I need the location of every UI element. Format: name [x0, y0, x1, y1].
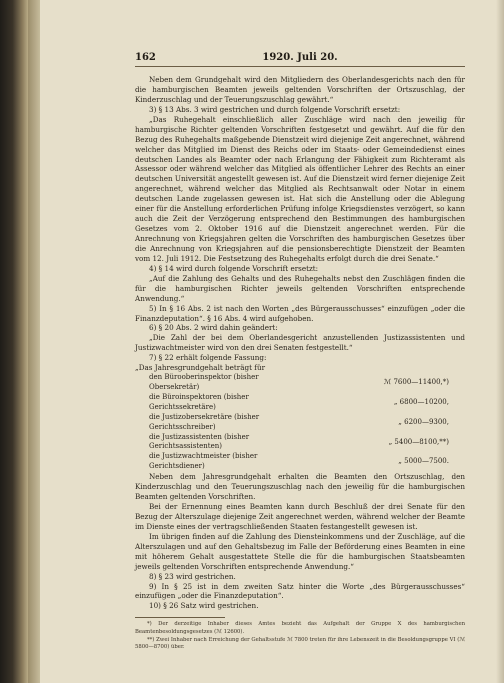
paragraph: „Die Zahl der bei dem Oberlandesgericht anzustellenden Justizassistenten und Justizwachtmeister wird von den drei Senaten festgestellt.“ [135, 333, 465, 353]
footnote-separator [135, 617, 225, 618]
table-row [149, 452, 449, 472]
book-spine [0, 0, 28, 683]
paragraph: Im übrigen finden auf die Zahlung des Diensteinkommens und der Zuschläge, auf die Alterszulagen und auf den Gehaltsbezug im Falle der Beförderung eines Beamten in eine mit höherem Gehalt ausgestattete Stelle die für die hamburgischen Staatsbeamten jeweils geltenden Vorschriften entsprechende Anwendung.“ [135, 531, 465, 571]
footnote: *) Der derzeitige Inhaber dieses Amtes bezieht das Aufgehalt der Gruppe X des hamburgischen Beamtenbesoldungsgesetzes (ℳ 12600). [135, 621, 465, 635]
footnote: **) Zwei Inhaber nach Erreichung der Gehaltsstufe ℳ 7800 treten für ihre Lebenszeit in die Besoldungsgruppe VI (ℳ 5800—8700) über. [135, 636, 465, 651]
header-rule [135, 66, 465, 67]
paragraph: 8) § 23 wird gestrichen. [149, 571, 236, 581]
paragraph: 6) § 20 Abs. 2 wird dahin geändert: [149, 323, 278, 333]
paragraph: „Das Ruhegehalt einschließlich aller Zuschläge wird nach den jeweilig für hamburgische Richter geltenden Vorschriften festgesetzt und gewährt. Auf die für den Bezug des Ruhegehalts maßgebende Dienstzeit wird diejenige Zeit angerechnet, während welcher das Mitglied im Dienst des Reichs oder im Staats- oder Gemeindedienst eines deutschen Landes als Beamter oder nach Erlangung der Fähigkeit zum Richteramt als Assessor oder während welcher das Mitglied als öffentlicher Lehrer des Rechts an einer deutschen Universität angestellt gewesen ist. Auf die Dienstzeit wird ferner diejenige Zeit angerechnet, während welcher das Mitglied als Rechtsanwalt oder Notar in einem deutschen Lande zugelassen gewesen ist. Hat sich die Anstellung oder die Ablegung einer für die Anstellung erforderlichen Prüfung infolge Kriegsdienstes verzögert, so kann auch die Zeit der Verzögerung entsprechend den Bestimmungen des hamburgischen Gesetzes vom 2. Oktober 1916 auf die Dienstzeit angerechnet werden. Für die Anrechnung von Kriegsjahren gelten die Vorschriften des hamburgischen Gesetzes über die Anrechnung von Kriegsjahren auf die pensionsberechtigte Dienstzeit der Beamten vom 12. Juli 1912. Die Festsetzung des Ruhegehalts erfolgt durch die drei Senate.“ [135, 114, 465, 263]
paragraph: 5) In § 16 Abs. 2 ist nach den Worten „des Bürgerausschusses“ einzufügen „oder die Finanzdeputation“. § 16 Abs. 4 wird aufgehoben. [135, 303, 465, 323]
table-cell-amount: „ 6800—10200, [393, 397, 449, 406]
paragraph: 3) § 13 Abs. 3 wird gestrichen und durch folgende Vorschrift ersetzt: [149, 104, 401, 114]
table-cell-label: die Justizassistenten (bisher Gerichtsassistenten) [149, 432, 250, 451]
page-header [135, 52, 465, 64]
paragraph: 4) § 14 wird durch folgende Vorschrift ersetzt: [149, 263, 319, 273]
paragraph: 10) § 26 Satz wird gestrichen. [149, 601, 259, 611]
table-cell-label: die Justizobersekretäre (bisher Gerichtsschreiber) [149, 412, 260, 431]
page-number: 162 [135, 52, 156, 63]
paragraph: 7) § 22 erhält folgende Fassung: [149, 353, 267, 363]
table-row [149, 433, 449, 453]
table-cell-amount: „ 5400—8100,**) [388, 437, 449, 446]
table-row [149, 413, 449, 433]
page-body [135, 75, 465, 652]
table-row [149, 373, 449, 393]
paragraph: Bei der Ernennung eines Beamten kann durch Beschluß der drei Senate für den Bezug der Alterszulage diejenige Zeit angerechnet werden, während welcher der Beamte im Dienste eines der vertragschließenden Staaten festangestellt gewesen ist. [135, 502, 465, 531]
table-cell-amount: „ 5000—7500. [398, 457, 449, 466]
paragraph: „Auf die Zahlung des Gehalts und des Ruhegehalts nebst den Zuschlägen finden die für die hamburgischen Richter jeweils geltenden Vorschriften entsprechende Anwendung.“ [135, 273, 465, 303]
table-cell-label: die Justizwachtmeister (bisher Gerichtsdiener) [149, 452, 258, 471]
paragraph: „Das Jahresgrundgehalt beträgt für [135, 363, 266, 373]
paragraph: 9) In § 25 ist in dem zweiten Satz hinter die Worte „des Bürgerausschusses“ einzufügen „oder die Finanzdeputation“. [135, 581, 465, 601]
table-row [149, 393, 449, 413]
table-cell-label: die Büroinspektoren (bisher Gerichtssekretäre) [149, 392, 249, 411]
salary-table [149, 373, 449, 472]
footnotes [135, 621, 465, 651]
table-cell-label: den Bürooberinspektor (bisher Obersekretär) [149, 373, 259, 392]
paragraph: Neben dem Jahresgrundgehalt erhalten die Beamten den Ortszuschlag, den Kinderzuschlag und den Teuerungszuschlag nach den jeweilig für die hamburgischen Beamten geltenden Vorschriften. [135, 472, 465, 502]
page-date: 1920. Juli 20. [262, 52, 338, 63]
table-cell-amount: ℳ 7600—11400,*) [383, 378, 449, 387]
paragraph: Neben dem Grundgehalt wird den Mitgliedern des Oberlandesgerichts nach den für die hamburgischen Beamten jeweils geltenden Vorschriften der Ortszuschlag, der Kinderzuschlag und der Teuerungszuschlag gewährt.“ [135, 75, 465, 104]
table-cell-amount: „ 6200—9300, [398, 417, 449, 426]
